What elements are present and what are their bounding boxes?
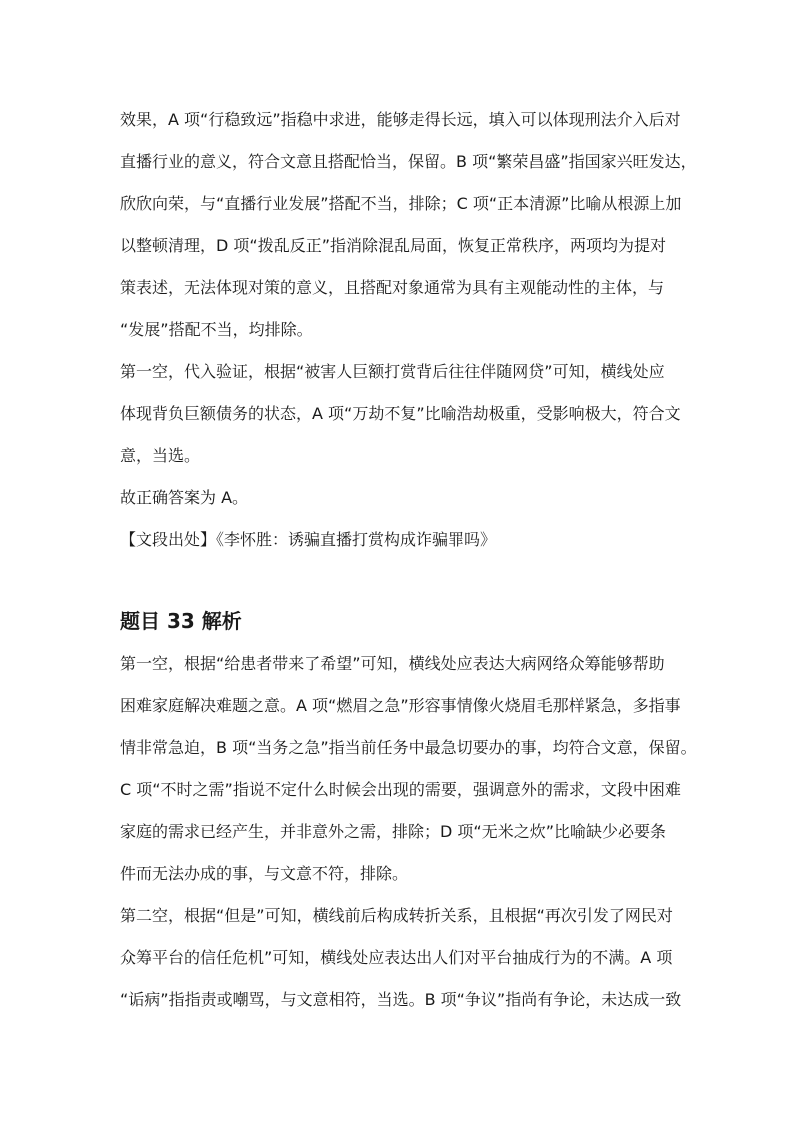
paragraph-line: 欣欣向荣，与“直播行业发展”搭配不当，排除；C 项“正本清源”比喻从根源上加 (120, 194, 682, 213)
answer-line: 故正确答案为 A。 (120, 488, 249, 507)
paragraph-line: 第二空，根据“但是”可知，横线前后构成转折关系，且根据“再次引发了网民对 (120, 906, 673, 925)
source-line: 【文段出处】《李怀胜：诱骗直播打赏构成诈骗罪吗》 (120, 530, 497, 549)
paragraph-line: 众筹平台的信任危机”可知，横线处应表达出人们对平台抽成行为的不满。A 项 (120, 948, 673, 967)
paragraph-line: C 项“不时之需”指说不定什么时候会出现的需要，强调意外的需求，文段中困难 (120, 780, 681, 799)
section-heading: 题目 33 解析 (120, 609, 242, 633)
paragraph-line: “发展”搭配不当，均排除。 (120, 320, 313, 339)
paragraph-line: 体现背负巨额债务的状态，A 项“万劫不复”比喻浩劫极重，受影响极大，符合文 (120, 404, 681, 423)
paragraph-line: “诟病”指指责或嘲骂，与文意相符，当选。B 项“争议”指尚有争论，未达成一致 (120, 990, 682, 1009)
paragraph-line: 家庭的需求已经产生，并非意外之需，排除；D 项“无米之炊”比喻缺少必要条 (120, 822, 666, 841)
paragraph-line: 第一空，根据“给患者带来了希望”可知，横线处应表达大病网络众筹能够帮助 (120, 654, 665, 673)
paragraph-line: 直播行业的意义，符合文意且搭配恰当，保留。B 项“繁荣昌盛”指国家兴旺发达， (120, 152, 697, 171)
paragraph-line: 策表述，无法体现对策的意义，且搭配对象通常为具有主观能动性的主体，与 (120, 278, 665, 297)
paragraph-line: 困难家庭解决难题之意。A 项“燃眉之急”形容事情像火烧眉毛那样紧急，多指事 (120, 696, 681, 715)
paragraph-line: 情非常急迫，B 项“当务之急”指当前任务中最急切要办的事，均符合文意，保留。 (120, 738, 697, 757)
paragraph-line: 第一空，代入验证，根据“被害人巨额打赏背后往往伴随网贷”可知，横线处应 (120, 362, 665, 381)
paragraph-line: 效果，A 项“行稳致远”指稳中求进，能够走得长远，填入可以体现刑法介入后对 (120, 110, 681, 129)
paragraph-line: 件而无法办成的事，与文意不符，排除。 (120, 864, 409, 883)
paragraph-line: 以整顿清理，D 项“拨乱反正”指消除混乱局面，恢复正常秩序，两项均为提对 (120, 236, 666, 255)
paragraph-line: 意，当选。 (120, 446, 201, 465)
